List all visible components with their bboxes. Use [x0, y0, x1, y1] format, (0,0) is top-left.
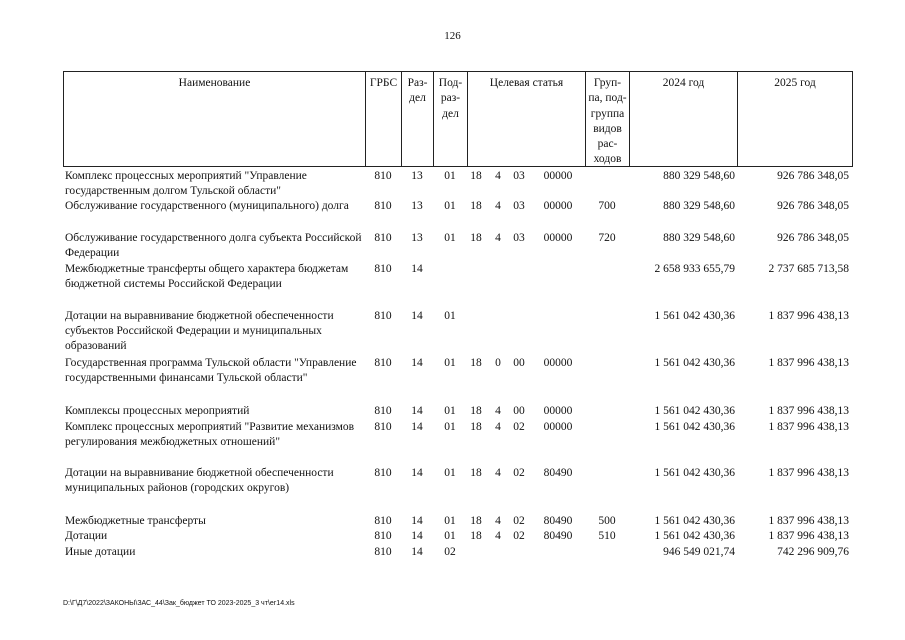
cell-rz: 13: [411, 232, 423, 244]
cell-t3: 00: [513, 405, 525, 417]
cell-t4: 80490: [543, 467, 573, 479]
cell-grbs: 810: [374, 170, 392, 182]
cell-y2024: 946 549 021,74: [663, 546, 735, 558]
cell-pr: 01: [444, 405, 456, 417]
cell-rz: 14: [411, 357, 423, 369]
cell-rz: 14: [411, 467, 423, 479]
cell-pr: 01: [444, 467, 456, 479]
header-expense-group: Груп- па, под- группа видов рас- ходов: [586, 72, 630, 166]
cell-t2: 4: [495, 515, 501, 527]
cell-y2024: 880 329 548,60: [663, 200, 735, 212]
cell-t3: 02: [513, 530, 525, 542]
cell-pr: 01: [444, 515, 456, 527]
cell-name: Обслуживание государственного (муниципального) долга: [65, 200, 349, 212]
cell-grbs: 810: [374, 405, 392, 417]
cell-t1: 18: [470, 467, 482, 479]
cell-y2025: 1 837 996 438,13: [768, 421, 849, 433]
cell-y2024: 1 561 042 430,36: [654, 310, 735, 322]
cell-y2025: 1 837 996 438,13: [768, 530, 849, 542]
cell-t2: 4: [495, 405, 501, 417]
cell-y2025: 742 296 909,76: [777, 546, 849, 558]
cell-t4: 00000: [543, 405, 573, 417]
cell-y2025: 926 786 348,05: [777, 170, 849, 182]
cell-pr: 01: [444, 421, 456, 433]
cell-y2025: 926 786 348,05: [777, 232, 849, 244]
cell-pr: 01: [444, 310, 456, 322]
page-number: 126: [444, 30, 461, 42]
cell-y2024: 1 561 042 430,36: [654, 357, 735, 369]
cell-name: Дотации на выравнивание бюджетной обеспеченности муниципальных районов (городских округов): [65, 467, 334, 495]
cell-rz: 14: [411, 405, 423, 417]
cell-name: Обслуживание государственного долга субъекта Российской Федерации: [65, 232, 362, 260]
cell-grbs: 810: [374, 232, 392, 244]
header-target-article: Целевая статья: [468, 72, 586, 166]
cell-t4: 00000: [543, 170, 573, 182]
file-path-footer: D:\Г\Д7\2022\ЗАКОНЫ\ЗАС_44\Зак_бюджет ТО 2023-2025_3 чт\ег14.xls: [63, 600, 295, 607]
cell-name: Комплексы процессных мероприятий: [65, 405, 250, 417]
cell-y2024: 1 561 042 430,36: [654, 515, 735, 527]
cell-name: Межбюджетные трансферты: [65, 515, 206, 527]
cell-t2: 4: [495, 170, 501, 182]
cell-name: Дотации: [65, 530, 108, 542]
cell-y2025: 1 837 996 438,13: [768, 405, 849, 417]
cell-t4: 80490: [543, 530, 573, 542]
cell-name: Комплекс процессных мероприятий "Развитие механизмов регулирования межбюджетных отношений": [65, 421, 355, 449]
cell-rz: 14: [411, 263, 423, 275]
cell-t2: 4: [495, 200, 501, 212]
cell-y2025: 1 837 996 438,13: [768, 515, 849, 527]
cell-rz: 14: [411, 546, 423, 558]
cell-pr: 01: [444, 530, 456, 542]
cell-rz: 14: [411, 530, 423, 542]
cell-t4: 00000: [543, 357, 573, 369]
cell-t4: 80490: [543, 515, 573, 527]
cell-t2: 4: [495, 530, 501, 542]
cell-grbs: 810: [374, 546, 392, 558]
header-2024: 2024 год: [630, 72, 738, 166]
cell-y2024: 1 561 042 430,36: [654, 467, 735, 479]
cell-t2: 0: [495, 357, 501, 369]
cell-y2024: 880 329 548,60: [663, 170, 735, 182]
cell-grbs: 810: [374, 200, 392, 212]
header-2025: 2025 год: [774, 77, 816, 89]
cell-pr: 01: [444, 357, 456, 369]
cell-y2024: 1 561 042 430,36: [654, 405, 735, 417]
cell-y2024: 1 561 042 430,36: [654, 421, 735, 433]
cell-t1: 18: [470, 170, 482, 182]
cell-t3: 00: [513, 357, 525, 369]
cell-name: Иные дотации: [65, 546, 136, 558]
cell-name: Дотации на выравнивание бюджетной обеспеченности субъектов Российской Федерации и муниципальных образований: [65, 310, 334, 353]
cell-t2: 4: [495, 421, 501, 433]
cell-y2025: 2 737 685 713,58: [768, 263, 849, 275]
cell-t1: 18: [470, 421, 482, 433]
cell-name: Комплекс процессных мероприятий "Управление государственным долгом Тульской области": [65, 170, 307, 198]
cell-rz: 14: [411, 310, 423, 322]
cell-grbs: 810: [374, 467, 392, 479]
cell-grbs: 810: [374, 530, 392, 542]
cell-pr: 01: [444, 170, 456, 182]
header-razdel: Раз- дел: [402, 72, 434, 166]
cell-rz: 14: [411, 421, 423, 433]
cell-t1: 18: [470, 405, 482, 417]
cell-grbs: 810: [374, 310, 392, 322]
cell-pr: 01: [444, 200, 456, 212]
header-podrazdel: Под- раз- дел: [434, 72, 468, 166]
cell-pr: 01: [444, 232, 456, 244]
table-header: [63, 71, 853, 167]
cell-t1: 18: [470, 357, 482, 369]
cell-t3: 02: [513, 467, 525, 479]
cell-vr: 700: [598, 200, 616, 212]
cell-t4: 00000: [543, 232, 573, 244]
cell-t3: 02: [513, 515, 525, 527]
header-name: Наименование: [64, 72, 366, 166]
cell-t2: 4: [495, 232, 501, 244]
cell-vr: 510: [598, 530, 616, 542]
cell-t3: 03: [513, 232, 525, 244]
cell-grbs: 810: [374, 357, 392, 369]
cell-t4: 00000: [543, 200, 573, 212]
cell-y2025: 1 837 996 438,13: [768, 357, 849, 369]
cell-y2025: 1 837 996 438,13: [768, 467, 849, 479]
cell-t1: 18: [470, 515, 482, 527]
cell-t1: 18: [470, 200, 482, 212]
cell-y2025: 926 786 348,05: [777, 200, 849, 212]
cell-t4: 00000: [543, 421, 573, 433]
cell-y2024: 1 561 042 430,36: [654, 530, 735, 542]
cell-name: Государственная программа Тульской области "Управление государственными финансами Тульской области": [65, 357, 357, 385]
cell-vr: 500: [598, 515, 616, 527]
cell-t3: 02: [513, 421, 525, 433]
cell-rz: 14: [411, 515, 423, 527]
cell-name: Межбюджетные трансферты общего характера бюджетам бюджетной системы Российской Федерации: [65, 263, 349, 291]
cell-rz: 13: [411, 170, 423, 182]
header-grbs: ГРБС: [366, 72, 402, 166]
cell-t1: 18: [470, 232, 482, 244]
cell-y2024: 880 329 548,60: [663, 232, 735, 244]
cell-rz: 13: [411, 200, 423, 212]
cell-grbs: 810: [374, 263, 392, 275]
cell-y2024: 2 658 933 655,79: [654, 263, 735, 275]
cell-t1: 18: [470, 530, 482, 542]
cell-pr: 02: [444, 546, 456, 558]
cell-y2025: 1 837 996 438,13: [768, 310, 849, 322]
cell-t3: 03: [513, 170, 525, 182]
cell-vr: 720: [598, 232, 616, 244]
cell-t3: 03: [513, 200, 525, 212]
cell-t2: 4: [495, 467, 501, 479]
cell-grbs: 810: [374, 421, 392, 433]
cell-grbs: 810: [374, 515, 392, 527]
